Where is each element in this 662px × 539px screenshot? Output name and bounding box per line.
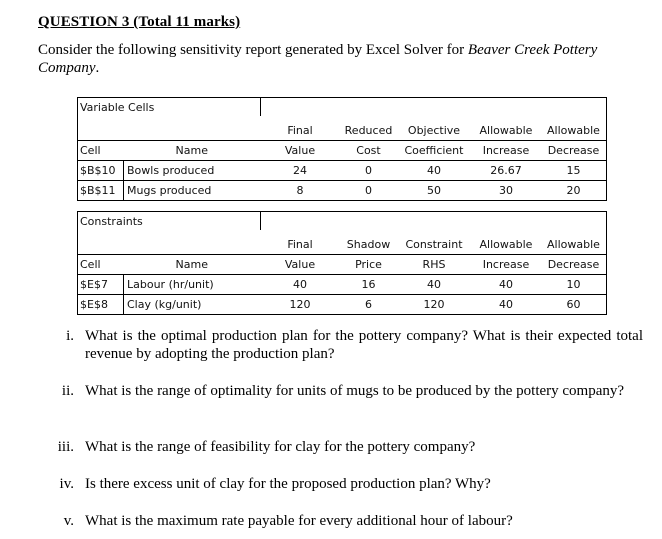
table-cell: $E$8 [78,295,124,315]
table-row [78,275,607,295]
question-text: What is the range of feasibility for clay for the pottery company? [85,439,476,455]
constraints-table [77,211,607,315]
header-cell: Cell [78,255,124,275]
variable-cells-table [77,97,607,201]
header-cell: Name [124,255,261,275]
header-cell: Name [124,141,261,161]
constraints-header-bottom [78,255,607,275]
header-cell: Allowable [541,235,607,255]
table-cell: Labour (hr/unit) [124,275,261,295]
table-cell: 40 [471,275,541,295]
table-cell: 26.67 [471,161,541,181]
variable-cells-header-bottom [78,141,607,161]
header-cell: RHS [397,255,471,275]
table-cell: 6 [340,295,397,315]
table-cell: 50 [397,181,471,201]
table-cell: $B$10 [78,161,124,181]
table-cell: 40 [260,275,340,295]
header-cell: Decrease [541,255,607,275]
table-cell: 0 [340,181,397,201]
intro-text: Consider the following sensitivity report generated by Excel Solver for [38,42,468,58]
header-cell: Value [260,255,340,275]
table-cell: Bowls produced [124,161,261,181]
table-cell: 10 [541,275,607,295]
constraints-caption: Constraints [78,212,261,231]
table-cell: 8 [260,181,340,201]
header-cell: Cell [78,141,124,161]
question-number: v. [63,513,74,529]
question-heading: QUESTION 3 (Total 11 marks) [38,14,241,30]
question-text: What is the maximum rate payable for every additional hour of labour? [85,513,513,529]
table-cell: 120 [260,295,340,315]
table-cell: 40 [397,275,471,295]
variable-cells-caption: Variable Cells [78,98,261,117]
header-cell: Price [340,255,397,275]
company-name: Beaver Creek Pottery Company [38,42,598,76]
constraints-header-top [78,235,607,255]
table-cell: 24 [260,161,340,181]
table-row [78,161,607,181]
header-cell: Increase [471,141,541,161]
header-cell: Final [287,124,313,137]
table-cell: Clay (kg/unit) [124,295,261,315]
header-cell: Objective [407,124,461,137]
intro-end: . [95,60,100,76]
header-cell: Value [260,141,340,161]
header-cell: Allowable [479,124,533,137]
header-cell: Reduced [344,124,393,137]
question-text: What is the optimal production plan for the pottery company? What is their expected total revenue by adopting the production plan? [85,328,643,362]
question-number: i. [66,328,74,344]
table-cell: 30 [471,181,541,201]
table-cell: 120 [397,295,471,315]
header-cell: Allowable [479,238,533,251]
table-cell: $B$11 [78,181,124,201]
variable-cells-header-top [78,121,607,141]
table-row [78,181,607,201]
table-row [78,295,607,315]
intro-paragraph [38,41,648,77]
header-cell: Allowable [541,121,607,141]
question-text: What is the range of optimality for units of mugs to be produced by the pottery company? [85,383,625,399]
question-number: ii. [61,383,74,399]
table-cell: 40 [397,161,471,181]
table-cell: 60 [541,295,607,315]
header-cell: Final [287,238,313,251]
question-number: iv. [59,476,74,492]
header-cell: Decrease [541,141,607,161]
table-cell: $E$7 [78,275,124,295]
table-cell: 40 [471,295,541,315]
table-cell: Mugs produced [124,181,261,201]
table-cell: 15 [541,161,607,181]
question-text: Is there excess unit of clay for the proposed production plan? Why? [85,476,491,492]
header-cell: Increase [471,255,541,275]
question-number: iii. [57,439,74,455]
table-cell: 0 [340,161,397,181]
header-cell: Constraint [405,238,463,251]
table-cell: 16 [340,275,397,295]
table-cell: 20 [541,181,607,201]
header-cell: Cost [340,141,397,161]
header-cell: Shadow [346,238,391,251]
header-cell: Coefficient [397,141,471,161]
